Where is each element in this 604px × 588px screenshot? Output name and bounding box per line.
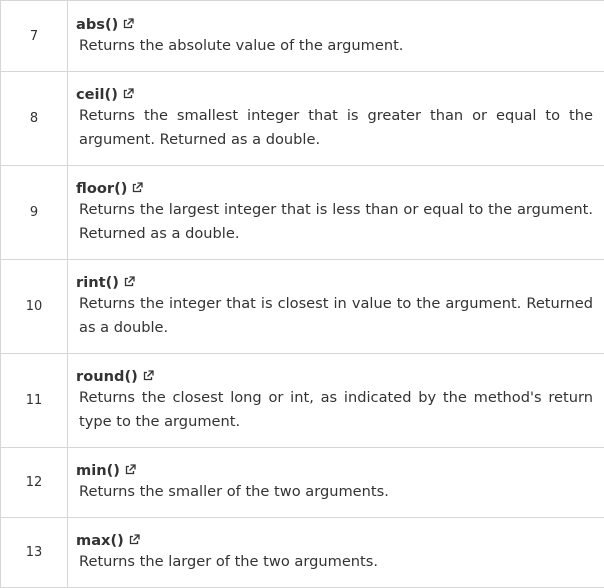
method-link-max[interactable] [76, 531, 593, 550]
method-description: Returns the smaller of the two arguments. [76, 480, 593, 504]
row-number: 8 [1, 72, 68, 166]
method-name: abs() [76, 16, 118, 33]
table-row [1, 1, 604, 72]
method-link-ceil[interactable] [76, 85, 593, 104]
method-link-min[interactable] [76, 461, 593, 480]
method-link-abs[interactable] [76, 15, 593, 34]
row-description-cell [68, 354, 604, 448]
row-number: 13 [1, 518, 68, 588]
external-link-icon [122, 18, 134, 30]
method-name: max() [76, 532, 124, 549]
table-row [1, 448, 604, 518]
row-number: 9 [1, 166, 68, 260]
method-link-rint[interactable] [76, 273, 593, 292]
external-link-icon [122, 88, 134, 100]
row-description-cell [68, 1, 604, 72]
method-name: ceil() [76, 86, 118, 103]
table-row [1, 166, 604, 260]
external-link-icon [123, 276, 135, 288]
row-description-cell [68, 166, 604, 260]
external-link-icon [131, 182, 143, 194]
method-name: floor() [76, 180, 127, 197]
table-row [1, 260, 604, 354]
row-number: 11 [1, 354, 68, 448]
method-link-round[interactable] [76, 367, 593, 386]
external-link-icon [124, 464, 136, 476]
row-number: 12 [1, 448, 68, 518]
row-number: 7 [1, 1, 68, 72]
method-name: round() [76, 368, 138, 385]
method-description: Returns the largest integer that is less than or equal to the argument. Returned as a double. [76, 198, 593, 246]
method-description: Returns the smallest integer that is greater than or equal to the argument. Returned as a double. [76, 104, 593, 152]
row-description-cell [68, 72, 604, 166]
row-description-cell [68, 518, 604, 588]
row-description-cell [68, 448, 604, 518]
table-row [1, 354, 604, 448]
method-name: min() [76, 462, 120, 479]
method-description: Returns the closest long or int, as indicated by the method's return type to the argument. [76, 386, 593, 434]
external-link-icon [142, 370, 154, 382]
table-row [1, 72, 604, 166]
row-number: 10 [1, 260, 68, 354]
table-row [1, 518, 604, 588]
method-description: Returns the absolute value of the argument. [76, 34, 593, 58]
external-link-icon [128, 534, 140, 546]
method-description: Returns the larger of the two arguments. [76, 550, 593, 574]
method-link-floor[interactable] [76, 179, 593, 198]
method-description: Returns the integer that is closest in value to the argument. Returned as a double. [76, 292, 593, 340]
row-description-cell [68, 260, 604, 354]
method-name: rint() [76, 274, 119, 291]
